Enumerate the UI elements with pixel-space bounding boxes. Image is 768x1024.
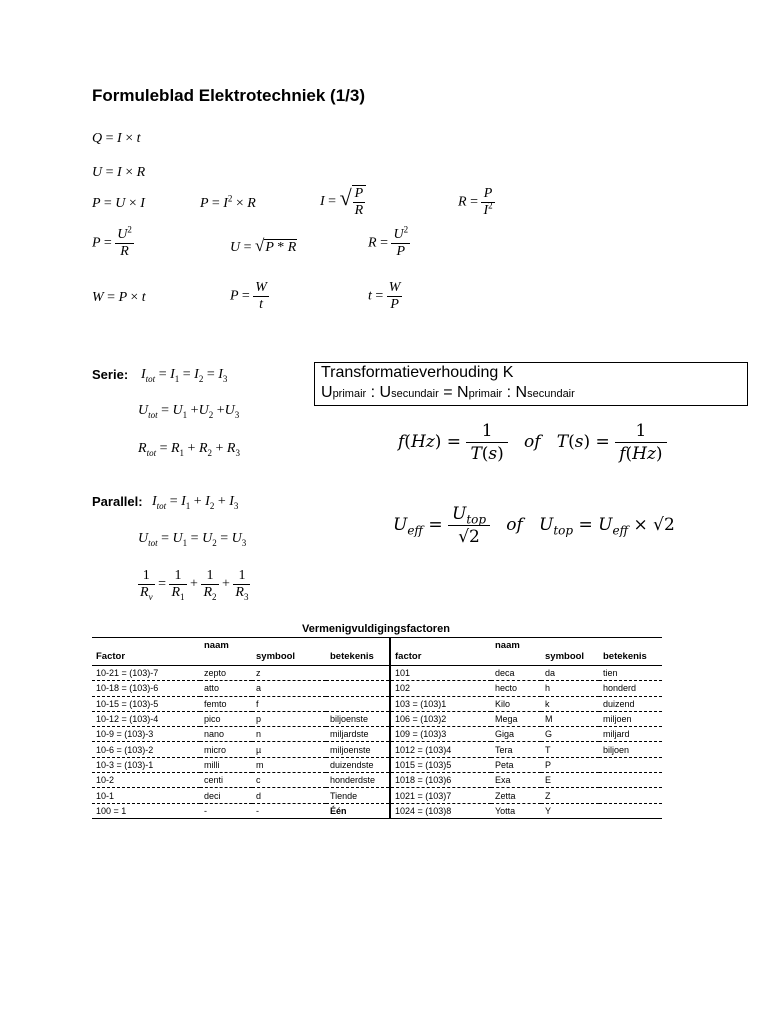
serie-label: Serie:: [92, 367, 129, 382]
table-cell: -: [200, 803, 252, 818]
table-cell: 1015 = (103)5: [390, 757, 491, 772]
formula-serie-current: $I_{tot} = I_1 = I_2 = I_3$: [141, 367, 228, 384]
parallel-label: Parallel:: [92, 494, 143, 509]
table-cell: -: [252, 803, 326, 818]
table-header: factor: [390, 638, 491, 666]
table-cell: tien: [599, 666, 662, 681]
table-cell: 10-15 = (103)-5: [92, 696, 200, 711]
table-cell: 101: [390, 666, 491, 681]
table-cell: [599, 773, 662, 788]
formula-resistance-pi2: R = $\frac{P}{I^2}$: [458, 186, 493, 218]
table-cell: 10-1: [92, 788, 200, 803]
table-cell: 10-6 = (103)-2: [92, 742, 200, 757]
table-cell: Peta: [491, 757, 541, 772]
table-cell: p: [252, 711, 326, 726]
table-cell: m: [252, 757, 326, 772]
formula-frequency: f(Hz) = $\frac{1}{T(s)}$ of T(s) = $\frac{1}{f(Hz)}$: [398, 420, 667, 465]
word-of-2: of: [506, 515, 523, 535]
table-cell: 10-9 = (103)-3: [92, 727, 200, 742]
table-row: [92, 742, 662, 757]
table-row: [92, 711, 662, 726]
table-cell: zepto: [200, 666, 252, 681]
table-cell: 102: [390, 681, 491, 696]
formula-resistance-u2p: R = $\frac{U^2}{P}$: [368, 224, 409, 259]
table-cell: Giga: [491, 727, 541, 742]
table-row: [92, 666, 662, 681]
table-header: symbool: [541, 638, 599, 666]
table-cell: h: [541, 681, 599, 696]
table-cell: [599, 757, 662, 772]
table-cell: Z: [541, 788, 599, 803]
table-cell: P: [541, 757, 599, 772]
table-cell: deci: [200, 788, 252, 803]
table-cell: honderdste: [326, 773, 390, 788]
table-cell: 10-21 = (103)-7: [92, 666, 200, 681]
table-cell: hecto: [491, 681, 541, 696]
table-row: [92, 727, 662, 742]
table-cell: µ: [252, 742, 326, 757]
table-cell: G: [541, 727, 599, 742]
table-row: [92, 803, 662, 818]
formula-serie-resistance: $R_{tot} = R_1 + R_2 + R_3$: [138, 441, 240, 458]
table-cell: 10-18 = (103)-6: [92, 681, 200, 696]
formula-power-i2r: $P = I^2 \times R$: [200, 193, 256, 211]
table-row: [92, 696, 662, 711]
formula-current-sqrt: I = √ $\frac{P}{R}$: [320, 185, 366, 219]
table-cell: Mega: [491, 711, 541, 726]
table-header: naam: [200, 638, 252, 666]
formula-serie-voltage: $U_{tot} = U_1 +U_2 +U_3$: [138, 403, 240, 420]
table-header: naam: [491, 638, 541, 666]
table-cell: [326, 696, 390, 711]
table-cell: centi: [200, 773, 252, 788]
table-cell: f: [252, 696, 326, 711]
table-row: [92, 757, 662, 772]
table-cell: nano: [200, 727, 252, 742]
table-cell: [599, 803, 662, 818]
table-cell: Kilo: [491, 696, 541, 711]
table-row: [92, 773, 662, 788]
table-cell: atto: [200, 681, 252, 696]
table-cell: miljoen: [599, 711, 662, 726]
transformer-ratio-title: Transformatieverhouding K: [321, 364, 514, 381]
table-cell: a: [252, 681, 326, 696]
table-cell: 1018 = (103)6: [390, 773, 491, 788]
table-cell: 10-3 = (103)-1: [92, 757, 200, 772]
table-cell: Tera: [491, 742, 541, 757]
table-cell: d: [252, 788, 326, 803]
table-cell: biljoenste: [326, 711, 390, 726]
table-cell: k: [541, 696, 599, 711]
table-cell: honderd: [599, 681, 662, 696]
formula-ohm: U = I × R: [92, 165, 146, 180]
table-cell: n: [252, 727, 326, 742]
table-cell: duizendste: [326, 757, 390, 772]
formula-parallel-current: $I_{tot} = I_1 + I_2 + I_3$: [152, 494, 239, 511]
table-cell: Exa: [491, 773, 541, 788]
formula-energy: W = P × t: [92, 290, 146, 305]
table-cell: c: [252, 773, 326, 788]
table-cell: 10-12 = (103)-4: [92, 711, 200, 726]
table-cell: z: [252, 666, 326, 681]
transformer-ratio-formula: Uprimair : Usecundair = Nprimair : Nsecundair: [321, 384, 575, 401]
formula-power-u2r: P = $\frac{U^2}{R}$: [92, 224, 132, 259]
table-cell: 109 = (103)3: [390, 727, 491, 742]
table-cell: deca: [491, 666, 541, 681]
formula-parallel-resistance: $\frac{1}{R_v}$ = $\frac{1}{R_1}$ + $\frac{1}{R_2}$ + $\frac{1}{R_3}$: [140, 568, 249, 602]
table-cell: 106 = (103)2: [390, 711, 491, 726]
table-cell: 1024 = (103)8: [390, 803, 491, 818]
table-cell: M: [541, 711, 599, 726]
table-cell: Yotta: [491, 803, 541, 818]
table-cell: T: [541, 742, 599, 757]
table-row: [92, 788, 662, 803]
formula-power-ui: P = U × I: [92, 196, 145, 211]
table-cell: 103 = (103)1: [390, 696, 491, 711]
table-row: [92, 681, 662, 696]
word-of-1: of: [524, 432, 541, 452]
table-cell: miljardste: [326, 727, 390, 742]
table-cell: Één: [326, 803, 390, 818]
table-cell: E: [541, 773, 599, 788]
table-cell: Tiende: [326, 788, 390, 803]
formula-charge: Q = I × t: [92, 131, 141, 146]
table-cell: [326, 681, 390, 696]
formula-voltage-sqrt: U = √P * R: [230, 236, 297, 255]
transformer-ratio-box: [314, 362, 748, 406]
table-title: Vermenigvuldigingsfactoren: [302, 623, 450, 635]
table-header: Factor: [92, 638, 200, 666]
table-cell: 100 = 1: [92, 803, 200, 818]
prefix-table: [92, 637, 662, 819]
table-cell: milli: [200, 757, 252, 772]
table-cell: micro: [200, 742, 252, 757]
table-cell: 1021 = (103)7: [390, 788, 491, 803]
table-cell: 1012 = (103)4: [390, 742, 491, 757]
table-cell: pico: [200, 711, 252, 726]
table-cell: femto: [200, 696, 252, 711]
formula-power-wt: P = $\frac{W}{t}$: [230, 280, 267, 312]
table-header: betekenis: [599, 638, 662, 666]
table-header: symbool: [252, 638, 326, 666]
table-cell: biljoen: [599, 742, 662, 757]
table-cell: miljoenste: [326, 742, 390, 757]
table-cell: da: [541, 666, 599, 681]
formula-time-wp: t = $\frac{W}{P}$: [368, 280, 401, 312]
table-header-row: [92, 638, 662, 666]
formula-effective-voltage: $U_{eff}$ = $\frac{U_{top}}{√2}$ of $U_{top} = U_{eff} \times √2$: [393, 504, 675, 547]
page-title: Formuleblad Elektrotechniek (1/3): [92, 86, 366, 105]
table-cell: miljard: [599, 727, 662, 742]
formula-parallel-voltage: $U_{tot} = U_1 = U_2 = U_3$: [138, 531, 247, 548]
table-cell: 10-2: [92, 773, 200, 788]
table-cell: duizend: [599, 696, 662, 711]
table-header: betekenis: [326, 638, 390, 666]
table-cell: Zetta: [491, 788, 541, 803]
table-cell: Y: [541, 803, 599, 818]
table-cell: [326, 666, 390, 681]
table-cell: [599, 788, 662, 803]
